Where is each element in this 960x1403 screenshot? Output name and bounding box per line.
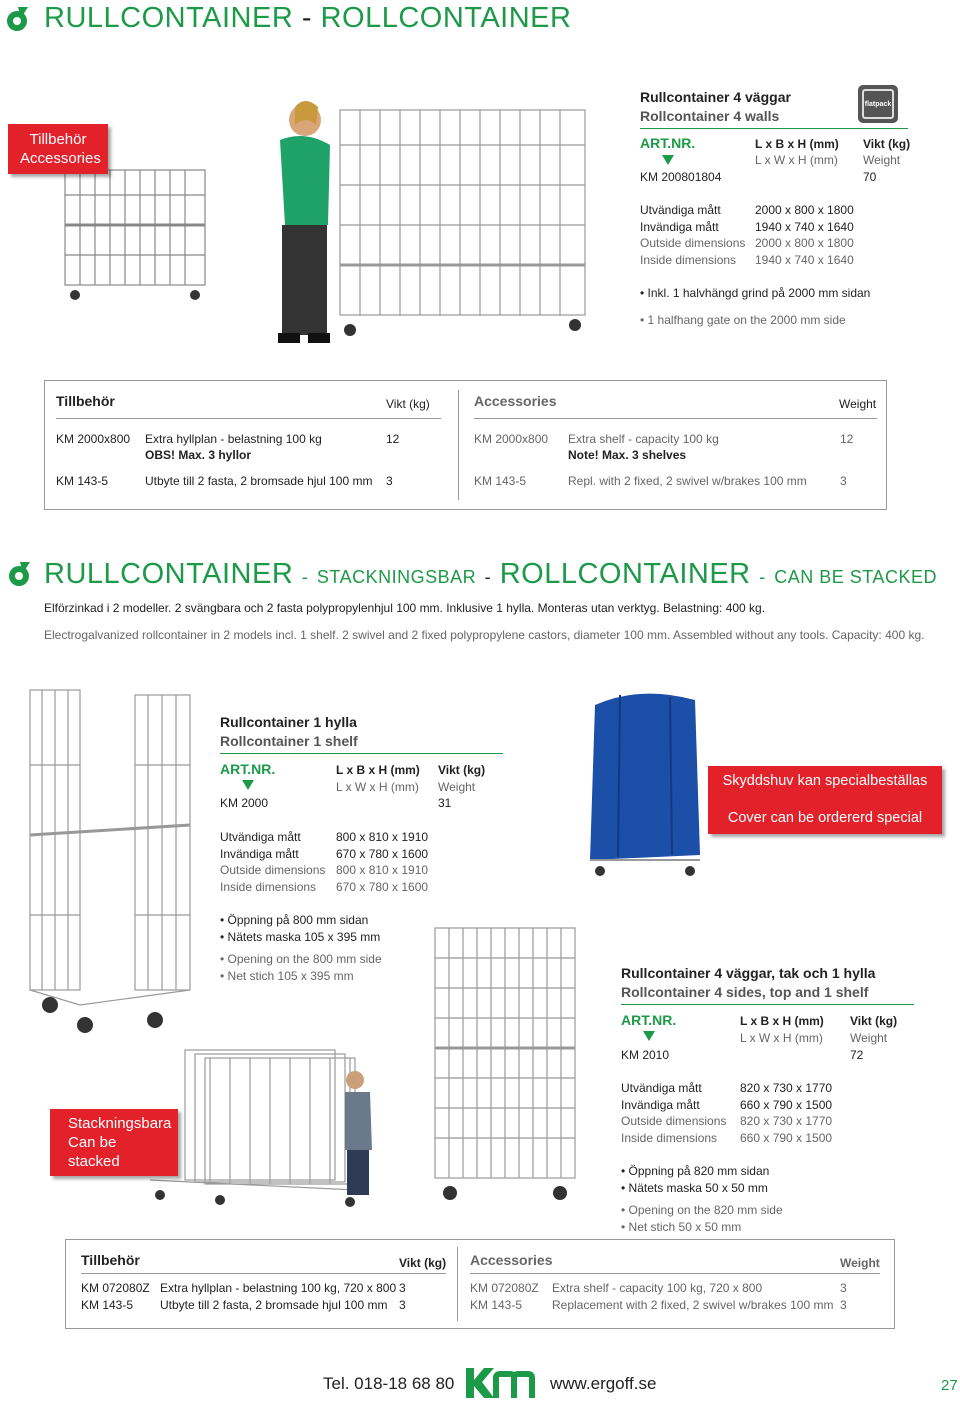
acc1-head-sv: Tillbehör — [56, 393, 115, 409]
product3-specs — [621, 1080, 832, 1146]
product2-art: KM 2000 — [220, 796, 269, 810]
spec-label: Outside dimensions — [640, 236, 746, 250]
acc2-row-desc: Utbyte till 2 fasta, 2 bromsade hjul 100 mm — [160, 1298, 388, 1312]
acc1-head-en-weight: Weight — [839, 397, 877, 411]
acc2-head-en-weight: Weight — [840, 1256, 880, 1270]
acc1-en-rule — [474, 418, 877, 419]
acc2-row-desc-en: Replacement with 2 fixed, 2 swivel w/brakes 100 mm — [552, 1298, 834, 1312]
acc2-sv-rule — [81, 1273, 446, 1274]
title-part-en: ROLLCONTAINER — [320, 2, 572, 34]
product1-bullet-sv: • Inkl. 1 halvhängd grind på 2000 mm sidan — [640, 286, 871, 300]
acc2-header-en — [470, 1252, 880, 1270]
acc2-header-sv — [81, 1252, 446, 1270]
product3-artnr-label: ART.NR. — [621, 1012, 677, 1028]
accessory-cart-image — [55, 160, 215, 305]
cover-tag — [708, 766, 942, 834]
bullet-item: • Nätets maska 105 x 395 mm — [220, 929, 381, 944]
spec-value: 660 x 790 x 1500 — [740, 1097, 833, 1112]
acc2-row-art-en: KM 072080Z — [470, 1281, 539, 1295]
acc2-row-desc: Extra hyllplan - belastning 100 kg, 720 x 800 — [160, 1281, 397, 1295]
product1-arrow-icon — [662, 155, 674, 165]
acc1-row-art: KM 143-5 — [56, 474, 109, 488]
wheel-logo-icon — [6, 561, 32, 587]
product2-block — [220, 713, 503, 754]
spec-label: Invändiga mått — [640, 219, 719, 234]
product3-title-sv: Rullcontainer 4 väggar, tak och 1 hylla — [621, 965, 876, 981]
acc2-row-desc-en: Extra shelf - capacity 100 kg, 720 x 800 — [552, 1281, 763, 1295]
product1-title-sv: Rullcontainer 4 väggar — [640, 89, 791, 105]
stacked-containers-image — [150, 1040, 395, 1210]
acc2-row-weight-en: 3 — [840, 1298, 847, 1312]
section2-title-b: STACKNINGSBAR — [316, 567, 477, 587]
stackable-tag-sv: Stackningsbara — [68, 1115, 172, 1132]
acc1-row-note: OBS! Max. 3 hyllor — [145, 448, 252, 462]
product2-bullets-en — [220, 951, 382, 984]
acc2-head-en: Accessories — [470, 1252, 553, 1268]
wheel-logo-icon — [4, 6, 30, 32]
product1-artnr-label: ART.NR. — [640, 135, 696, 151]
spec-label: Outside dimensions — [621, 1114, 727, 1128]
product1-weight-en: Weight — [863, 153, 901, 167]
acc1-head-en: Accessories — [474, 393, 557, 409]
product1-bullet-en: • 1 halfhang gate on the 2000 mm side — [640, 313, 846, 327]
flatpack-label: flatpack — [864, 101, 892, 108]
acc2-row-art-en: KM 143-5 — [470, 1298, 523, 1312]
table-divider — [458, 390, 459, 500]
cover-tag-en: Cover can be ordererd special — [727, 810, 923, 826]
rollcontainer-4-walls-image — [250, 85, 595, 355]
acc2-head-sv: Tillbehör — [81, 1252, 140, 1268]
product2-dims-en: L x W x H (mm) — [336, 780, 419, 794]
section2-desc-sv: Elförzinkad i 2 modeller. 2 svängbara och 2 fasta polypropylenhjul 100 mm. Inklusive 1 hylla. Monteras utan verktyg. Belastning: 400 kg. — [44, 601, 766, 615]
spec-value: 1940 x 740 x 1640 — [755, 252, 854, 267]
acc2-row-weight: 3 — [399, 1298, 406, 1312]
acc1-row-note-en: Note! Max. 3 shelves — [568, 448, 687, 462]
bullet-item: • Net stich 105 x 395 mm — [220, 968, 354, 983]
product3-dims-sv: L x B x H (mm) — [740, 1014, 824, 1028]
rollcontainer-4-sides-image — [425, 918, 585, 1218]
bullet-item: • Öppning på 800 mm sidan — [220, 913, 369, 927]
acc1-row-art: KM 2000x800 — [56, 432, 131, 446]
acc2-row-weight-en: 3 — [840, 1281, 847, 1295]
stackable-tag-en: Can be stacked — [68, 1134, 120, 1170]
spec-value: 2000 x 800 x 1800 — [755, 203, 854, 217]
rollcontainer-1-shelf-image — [20, 685, 200, 1040]
title-part-sv: RULLCONTAINER — [44, 2, 294, 34]
accessories-tag-sv: Tillbehör — [29, 131, 87, 148]
acc1-sv-rule — [56, 418, 441, 419]
acc1-row-art-en: KM 2000x800 — [474, 432, 549, 446]
title-dash: - — [301, 2, 313, 34]
product3-title-en: Rollcontainer 4 sides, top and 1 shelf — [621, 983, 914, 1005]
spec-label: Utvändiga mått — [220, 830, 301, 844]
acc1-row-desc-en: Repl. with 2 fixed, 2 swivel w/brakes 100 mm — [568, 474, 807, 488]
spec-label: Inside dimensions — [220, 879, 317, 894]
section2-title — [44, 558, 937, 591]
footer-phone[interactable]: Tel. 018-18 68 80 — [323, 1374, 455, 1393]
accessories-tag-en: Accessories — [20, 150, 101, 167]
bullet-item: • Öppning på 820 mm sidan — [621, 1164, 770, 1178]
product1-art: KM 200801804 — [640, 170, 722, 184]
product1-block — [640, 88, 908, 129]
acc1-head-sv-weight: Vikt (kg) — [386, 397, 430, 411]
section2-dash: - — [301, 567, 309, 587]
product3-arrow-icon — [643, 1031, 655, 1041]
product1-weight: 70 — [863, 170, 877, 184]
acc1-row-desc: Utbyte till 2 fasta, 2 bromsade hjul 100 mm — [145, 474, 373, 488]
product2-specs — [220, 829, 428, 895]
spec-label: Invändiga mått — [220, 846, 299, 861]
product1-specs — [640, 202, 854, 268]
acc1-row-weight: 3 — [386, 474, 393, 488]
spec-value: 800 x 810 x 1910 — [336, 830, 429, 844]
section2-title-a: RULLCONTAINER — [44, 558, 294, 590]
section2-dash: - — [484, 567, 492, 587]
product1-title-en: Rollcontainer 4 walls — [640, 107, 908, 129]
bullet-item: • Opening on the 800 mm side — [220, 952, 382, 966]
product2-dims-sv: L x B x H (mm) — [336, 763, 420, 777]
product1-dims-sv: L x B x H (mm) — [755, 137, 839, 151]
product3-dims-en: L x W x H (mm) — [740, 1031, 823, 1045]
spec-label: Utvändiga mått — [621, 1081, 702, 1095]
cover-tag-sv: Skyddshuv kan specialbeställas — [722, 773, 928, 789]
acc2-row-art: KM 143-5 — [81, 1298, 134, 1312]
stackable-tag — [50, 1109, 178, 1176]
page-title — [44, 2, 571, 35]
spec-label: Utvändiga mått — [640, 203, 721, 217]
acc1-header-en — [474, 393, 877, 411]
section2-desc-en: Electrogalvanized rollcontainer in 2 models incl. 1 shelf. 2 swivel and 2 fixed polypropylene castors, diameter 100 mm. Assembled without any tools. Capacity: 400 kg. — [44, 628, 925, 642]
acc2-row-art: KM 072080Z — [81, 1281, 150, 1295]
spec-label: Inside dimensions — [640, 252, 737, 267]
footer-website-link[interactable]: www.ergoff.se — [550, 1374, 657, 1393]
acc1-row-weight: 12 — [386, 432, 400, 446]
product3-art: KM 2010 — [621, 1048, 670, 1062]
product2-title-sv: Rullcontainer 1 hylla — [220, 714, 357, 730]
product3-bullets-en — [621, 1202, 783, 1235]
product3-weight-en: Weight — [850, 1031, 888, 1045]
bullet-item: • Net stich 50 x 50 mm — [621, 1219, 742, 1234]
product2-artnr-label: ART.NR. — [220, 761, 276, 777]
acc1-header-sv — [56, 393, 441, 411]
product3-bullets-sv — [621, 1163, 769, 1196]
spec-value: 820 x 730 x 1770 — [740, 1081, 833, 1095]
section2-title-c: ROLLCONTAINER — [499, 558, 751, 590]
section2-title-d: CAN BE STACKED — [774, 567, 937, 587]
acc2-en-rule — [470, 1273, 880, 1274]
spec-value: 670 x 780 x 1600 — [336, 879, 429, 894]
spec-value: 2000 x 800 x 1800 — [755, 236, 854, 250]
acc2-row-weight: 3 — [399, 1281, 406, 1295]
product3-weight-sv: Vikt (kg) — [850, 1014, 898, 1028]
section2-dash: - — [759, 567, 766, 587]
blue-cover-image — [580, 685, 710, 885]
spec-label: Outside dimensions — [220, 863, 326, 877]
spec-label: Invändiga mått — [621, 1097, 700, 1112]
table-divider — [457, 1247, 458, 1321]
spec-value: 820 x 730 x 1770 — [740, 1114, 833, 1128]
product2-weight-en: Weight — [438, 780, 476, 794]
product2-weight: 31 — [438, 796, 452, 810]
product1-weight-sv: Vikt (kg) — [863, 137, 911, 151]
acc1-row-desc-en: Extra shelf - capacity 100 kg — [568, 432, 719, 446]
bullet-item: • Opening on the 820 mm side — [621, 1203, 783, 1217]
acc1-row-art-en: KM 143-5 — [474, 474, 527, 488]
spec-value: 660 x 790 x 1500 — [740, 1130, 833, 1145]
acc2-head-sv-weight: Vikt (kg) — [399, 1256, 447, 1270]
product2-title-en: Rollcontainer 1 shelf — [220, 732, 503, 754]
km-logo-icon — [464, 1366, 542, 1400]
product3-weight: 72 — [850, 1048, 864, 1062]
accessories-tag — [8, 124, 108, 174]
acc1-row-weight-en: 3 — [840, 474, 847, 488]
spec-value: 1940 x 740 x 1640 — [755, 219, 854, 234]
spec-value: 800 x 810 x 1910 — [336, 863, 429, 877]
product2-arrow-icon — [242, 780, 254, 790]
acc1-row-weight-en: 12 — [840, 432, 854, 446]
acc1-row-desc: Extra hyllplan - belastning 100 kg — [145, 432, 322, 446]
product2-weight-sv: Vikt (kg) — [438, 763, 486, 777]
product3-block — [621, 964, 914, 1005]
product1-dims-en: L x W x H (mm) — [755, 153, 838, 167]
bullet-item: • Nätets maska 50 x 50 mm — [621, 1180, 768, 1195]
spec-value: 670 x 780 x 1600 — [336, 846, 429, 861]
product2-bullets-sv — [220, 912, 380, 945]
spec-label: Inside dimensions — [621, 1130, 718, 1145]
page-number: 27 — [941, 1377, 958, 1394]
